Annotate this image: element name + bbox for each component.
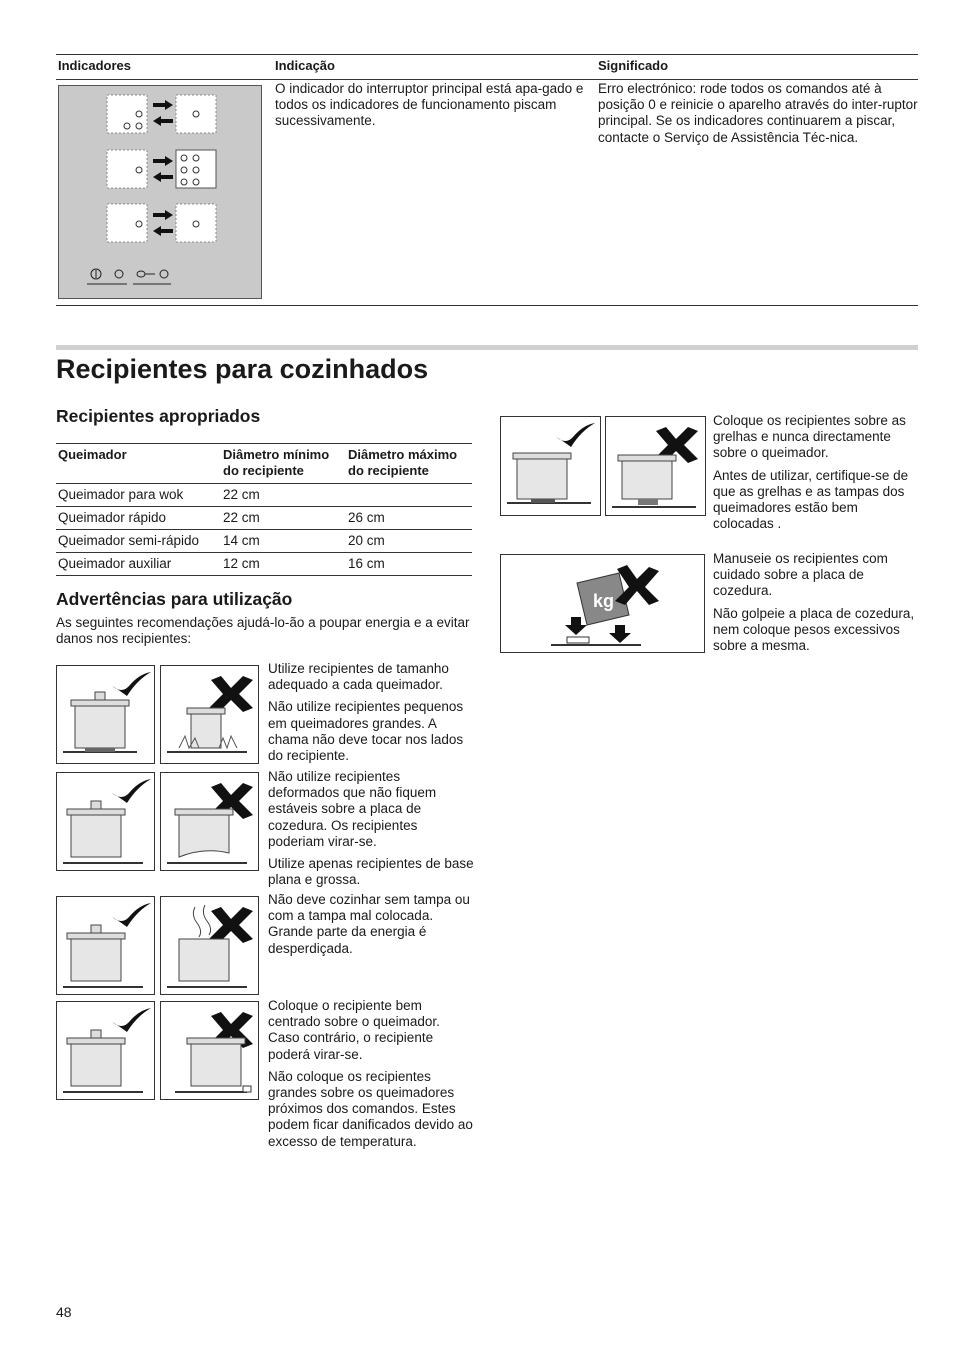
pot-deformed-illustration	[160, 772, 259, 871]
pot-centered-illustration	[56, 1001, 155, 1100]
warnings-intro: As seguintes recomendações ajudá-lo-ão a poupar energia e a evitar danos nos recipientes:	[56, 615, 470, 647]
pot-on-burner-illustration	[605, 416, 706, 516]
indication-text: O indicador do interruptor principal está apa-gado e todos os indicadores de funcionamento piscam sucessivamente.	[275, 81, 584, 129]
burner-table	[56, 443, 472, 576]
right-group-1	[713, 413, 919, 538]
pot-correct-size-illustration	[56, 665, 155, 764]
col-header-indication: Indicação	[275, 58, 335, 73]
advice-text: Não golpeie a placa de cozedura, nem coloque pesos excessivos sobre a mesma.	[713, 605, 915, 654]
cell-min: 14 cm	[223, 533, 260, 548]
heavy-weight-illustration	[500, 554, 705, 653]
table-row	[56, 484, 472, 507]
col-header-meaning: Significado	[598, 58, 669, 73]
advice-text: Manuseie os recipientes com cuidado sobre a placa de cozedura.	[713, 551, 888, 599]
indicator-panel-illustration	[58, 85, 262, 299]
warning-text: Não utilize recipientes deformados que não fiquem estáveis sobre a placa de cozedura. Os recipientes poderiam virar-se.	[268, 769, 437, 849]
warning-text: Não deve cozinhar sem tampa ou com a tampa mal colocada. Grande parte da energia é desperdiçada.	[268, 892, 470, 956]
min-diameter-col-header: Diâmetro mínimo do recipiente	[223, 447, 330, 478]
cell-max: 26 cm	[348, 510, 385, 525]
pot-too-small-illustration	[160, 665, 259, 764]
max-diameter-col-header: Diâmetro máximo do recipiente	[348, 447, 458, 478]
cell-min: 22 cm	[223, 487, 260, 502]
right-group-2	[713, 551, 919, 660]
cell-max: 20 cm	[348, 533, 385, 548]
advice-text: Antes de utilizar, certifique-se de que as grelhas e as tampas dos queimadores estão bem colocadas .	[713, 467, 909, 532]
burner-col-header: Queimador	[58, 447, 127, 462]
cell-burner: Queimador para wok	[58, 487, 184, 502]
pot-without-lid-illustration	[160, 896, 259, 995]
cell-min: 22 cm	[223, 510, 260, 525]
warning-group-1	[268, 661, 474, 770]
warning-group-2	[268, 769, 474, 894]
page-number: 48	[56, 1304, 72, 1320]
cell-burner: Queimador auxiliar	[58, 556, 172, 571]
pot-off-center-illustration	[160, 1001, 259, 1100]
indicator-table	[56, 54, 918, 306]
cell-burner: Queimador rápido	[58, 510, 167, 525]
col-header-indicators: Indicadores	[58, 58, 131, 73]
advice-text: Coloque os recipientes sobre as grelhas e nunca directamente sobre o queimador.	[713, 413, 906, 461]
table-row	[56, 530, 472, 553]
kg-label: kg	[593, 591, 615, 611]
section-divider	[56, 345, 918, 350]
warning-group-3	[268, 892, 474, 963]
pot-with-lid-illustration	[56, 896, 155, 995]
warning-text: Utilize recipientes de tamanho adequado a cada queimador.	[268, 661, 449, 693]
warning-group-4	[268, 998, 474, 1156]
cell-max: 16 cm	[348, 556, 385, 571]
table-row	[56, 507, 472, 530]
table-row	[56, 553, 472, 576]
meaning-text: Erro electrónico: rode todos os comandos até à posição 0 e reinicie o aparelho através do inter-ruptor principal. Se os indicadores continuarem a piscar, contacte o Serviço de Assistência Téc-nica.	[598, 81, 918, 145]
warning-text: Não utilize recipientes pequenos em queimadores grandes. A chama não deve tocar nos lados do recipiente.	[268, 699, 464, 764]
warning-text: Não coloque os recipientes grandes sobre os queimadores próximos dos comandos. Estes podem ficar danificados devido ao excesso de temperatura.	[268, 1068, 473, 1149]
suitable-heading: Recipientes apropriados	[56, 406, 261, 426]
section-title: Recipientes para cozinhados	[56, 354, 429, 384]
pot-stable-illustration	[56, 772, 155, 871]
pot-on-grate-illustration	[500, 416, 601, 516]
warnings-heading: Advertências para utilização	[56, 589, 293, 609]
warning-text: Utilize apenas recipientes de base plana e grossa.	[268, 856, 474, 888]
cell-burner: Queimador semi-rápido	[58, 533, 200, 548]
cell-min: 12 cm	[223, 556, 260, 571]
warning-text: Coloque o recipiente bem centrado sobre o queimador. Caso contrário, o recipiente poderá virar-se.	[268, 998, 440, 1062]
